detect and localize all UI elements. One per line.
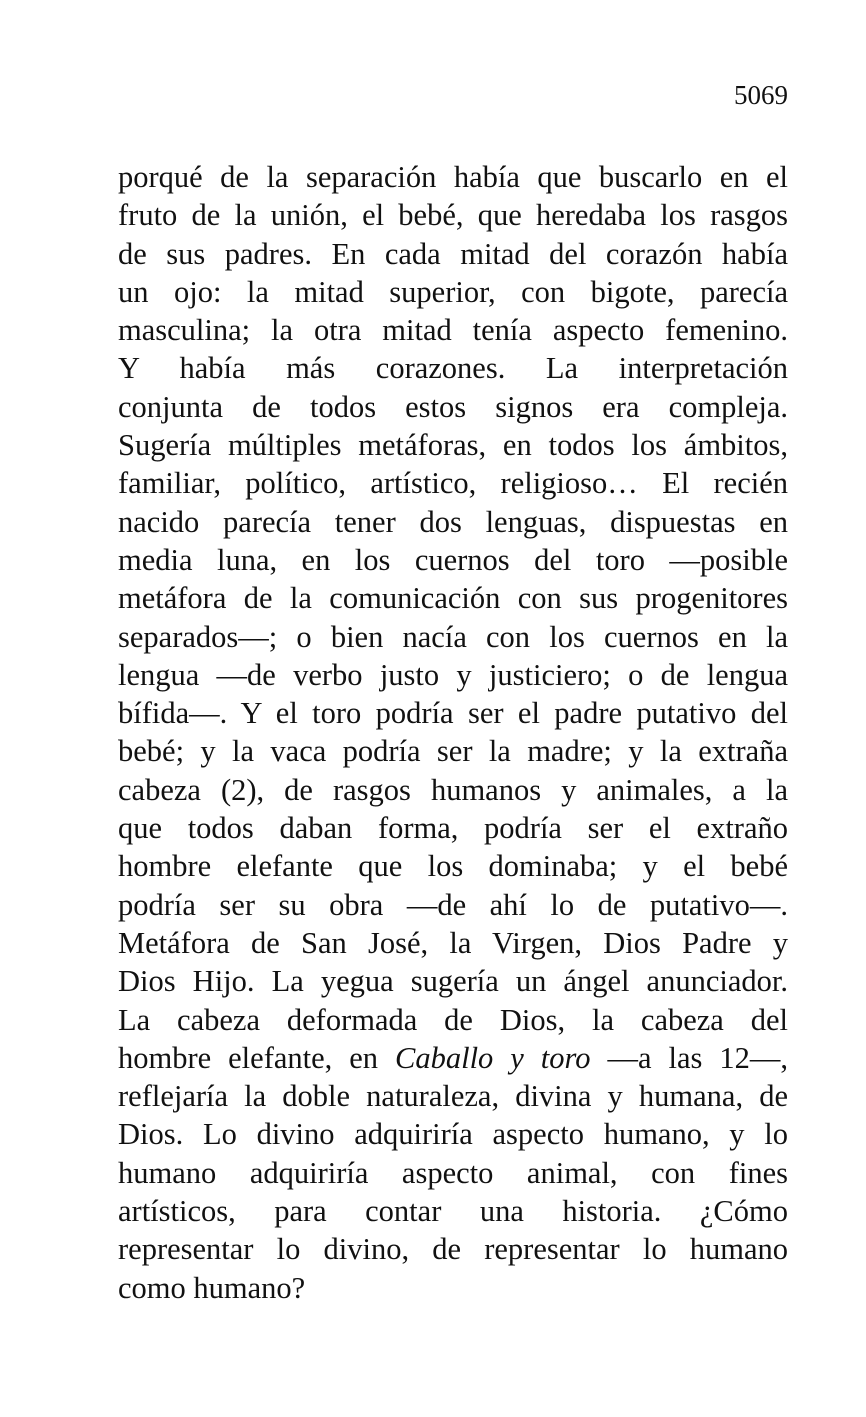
text-line: podría ser su obra —de ahí lo de putativo—. <box>118 887 788 922</box>
text-line: reflejaría la doble naturaleza, divina y humana, de <box>118 1079 788 1114</box>
text-line: separados—; o bien nacía con los cuernos en la <box>118 619 788 654</box>
text-line: representar lo divino, de representar lo humano <box>118 1232 788 1267</box>
text-line: hombre elefante que los dominaba; y el bebé <box>118 849 788 884</box>
text-line: Metáfora de San José, la Virgen, Dios Padre y <box>118 925 788 960</box>
page-number: 5069 <box>734 80 788 110</box>
text-line: metáfora de la comunicación con sus progenitores <box>118 581 788 616</box>
text-line: bebé; y la vaca podría ser la madre; y la extraña <box>118 734 788 769</box>
text-line: bífida—. Y el toro podría ser el padre putativo del <box>118 696 788 731</box>
text-line: Dios Hijo. La yegua sugería un ángel anunciador. <box>118 964 788 999</box>
text-line: Dios. Lo divino adquiriría aspecto humano, y lo <box>118 1117 788 1152</box>
body-text <box>118 158 788 1307</box>
text-fragment: hombre elefante, en <box>118 1040 396 1075</box>
text-line: un ojo: la mitad superior, con bigote, parecía <box>118 274 788 309</box>
text-line: La cabeza deformada de Dios, la cabeza del <box>118 1002 788 1037</box>
text-line: fruto de la unión, el bebé, que heredaba los rasgos <box>118 198 788 233</box>
text-line: Sugería múltiples metáforas, en todos los ámbitos, <box>118 428 788 463</box>
text-line: como humano? <box>118 1270 306 1305</box>
text-line: porqué de la separación había que buscarlo en el <box>118 160 788 194</box>
text-line: artísticos, para contar una historia. ¿Cómo <box>118 1194 788 1229</box>
text-fragment: —a las 12—, <box>590 1040 788 1075</box>
text-line: nacido parecía tener dos lenguas, dispuestas en <box>118 504 788 539</box>
text-line: humano adquiriría aspecto animal, con fines <box>118 1155 788 1190</box>
text-line: cabeza (2), de rasgos humanos y animales, a la <box>118 772 788 807</box>
text-line: familiar, político, artístico, religioso… El recién <box>118 466 788 501</box>
text-line: lengua —de verbo justo y justiciero; o de lengua <box>118 657 788 692</box>
artwork-title: Caballo y toro <box>395 1040 591 1075</box>
text-line: Y había más corazones. La interpretación <box>118 351 788 386</box>
text-line: media luna, en los cuernos del toro —posible <box>118 542 788 577</box>
text-line: de sus padres. En cada mitad del corazón había <box>118 236 788 271</box>
text-line: que todos daban forma, podría ser el extraño <box>118 811 788 846</box>
text-line: conjunta de todos estos signos era compleja. <box>118 389 788 424</box>
text-line: masculina; la otra mitad tenía aspecto femenino. <box>118 313 788 348</box>
text-line-with-title <box>118 1039 788 1077</box>
